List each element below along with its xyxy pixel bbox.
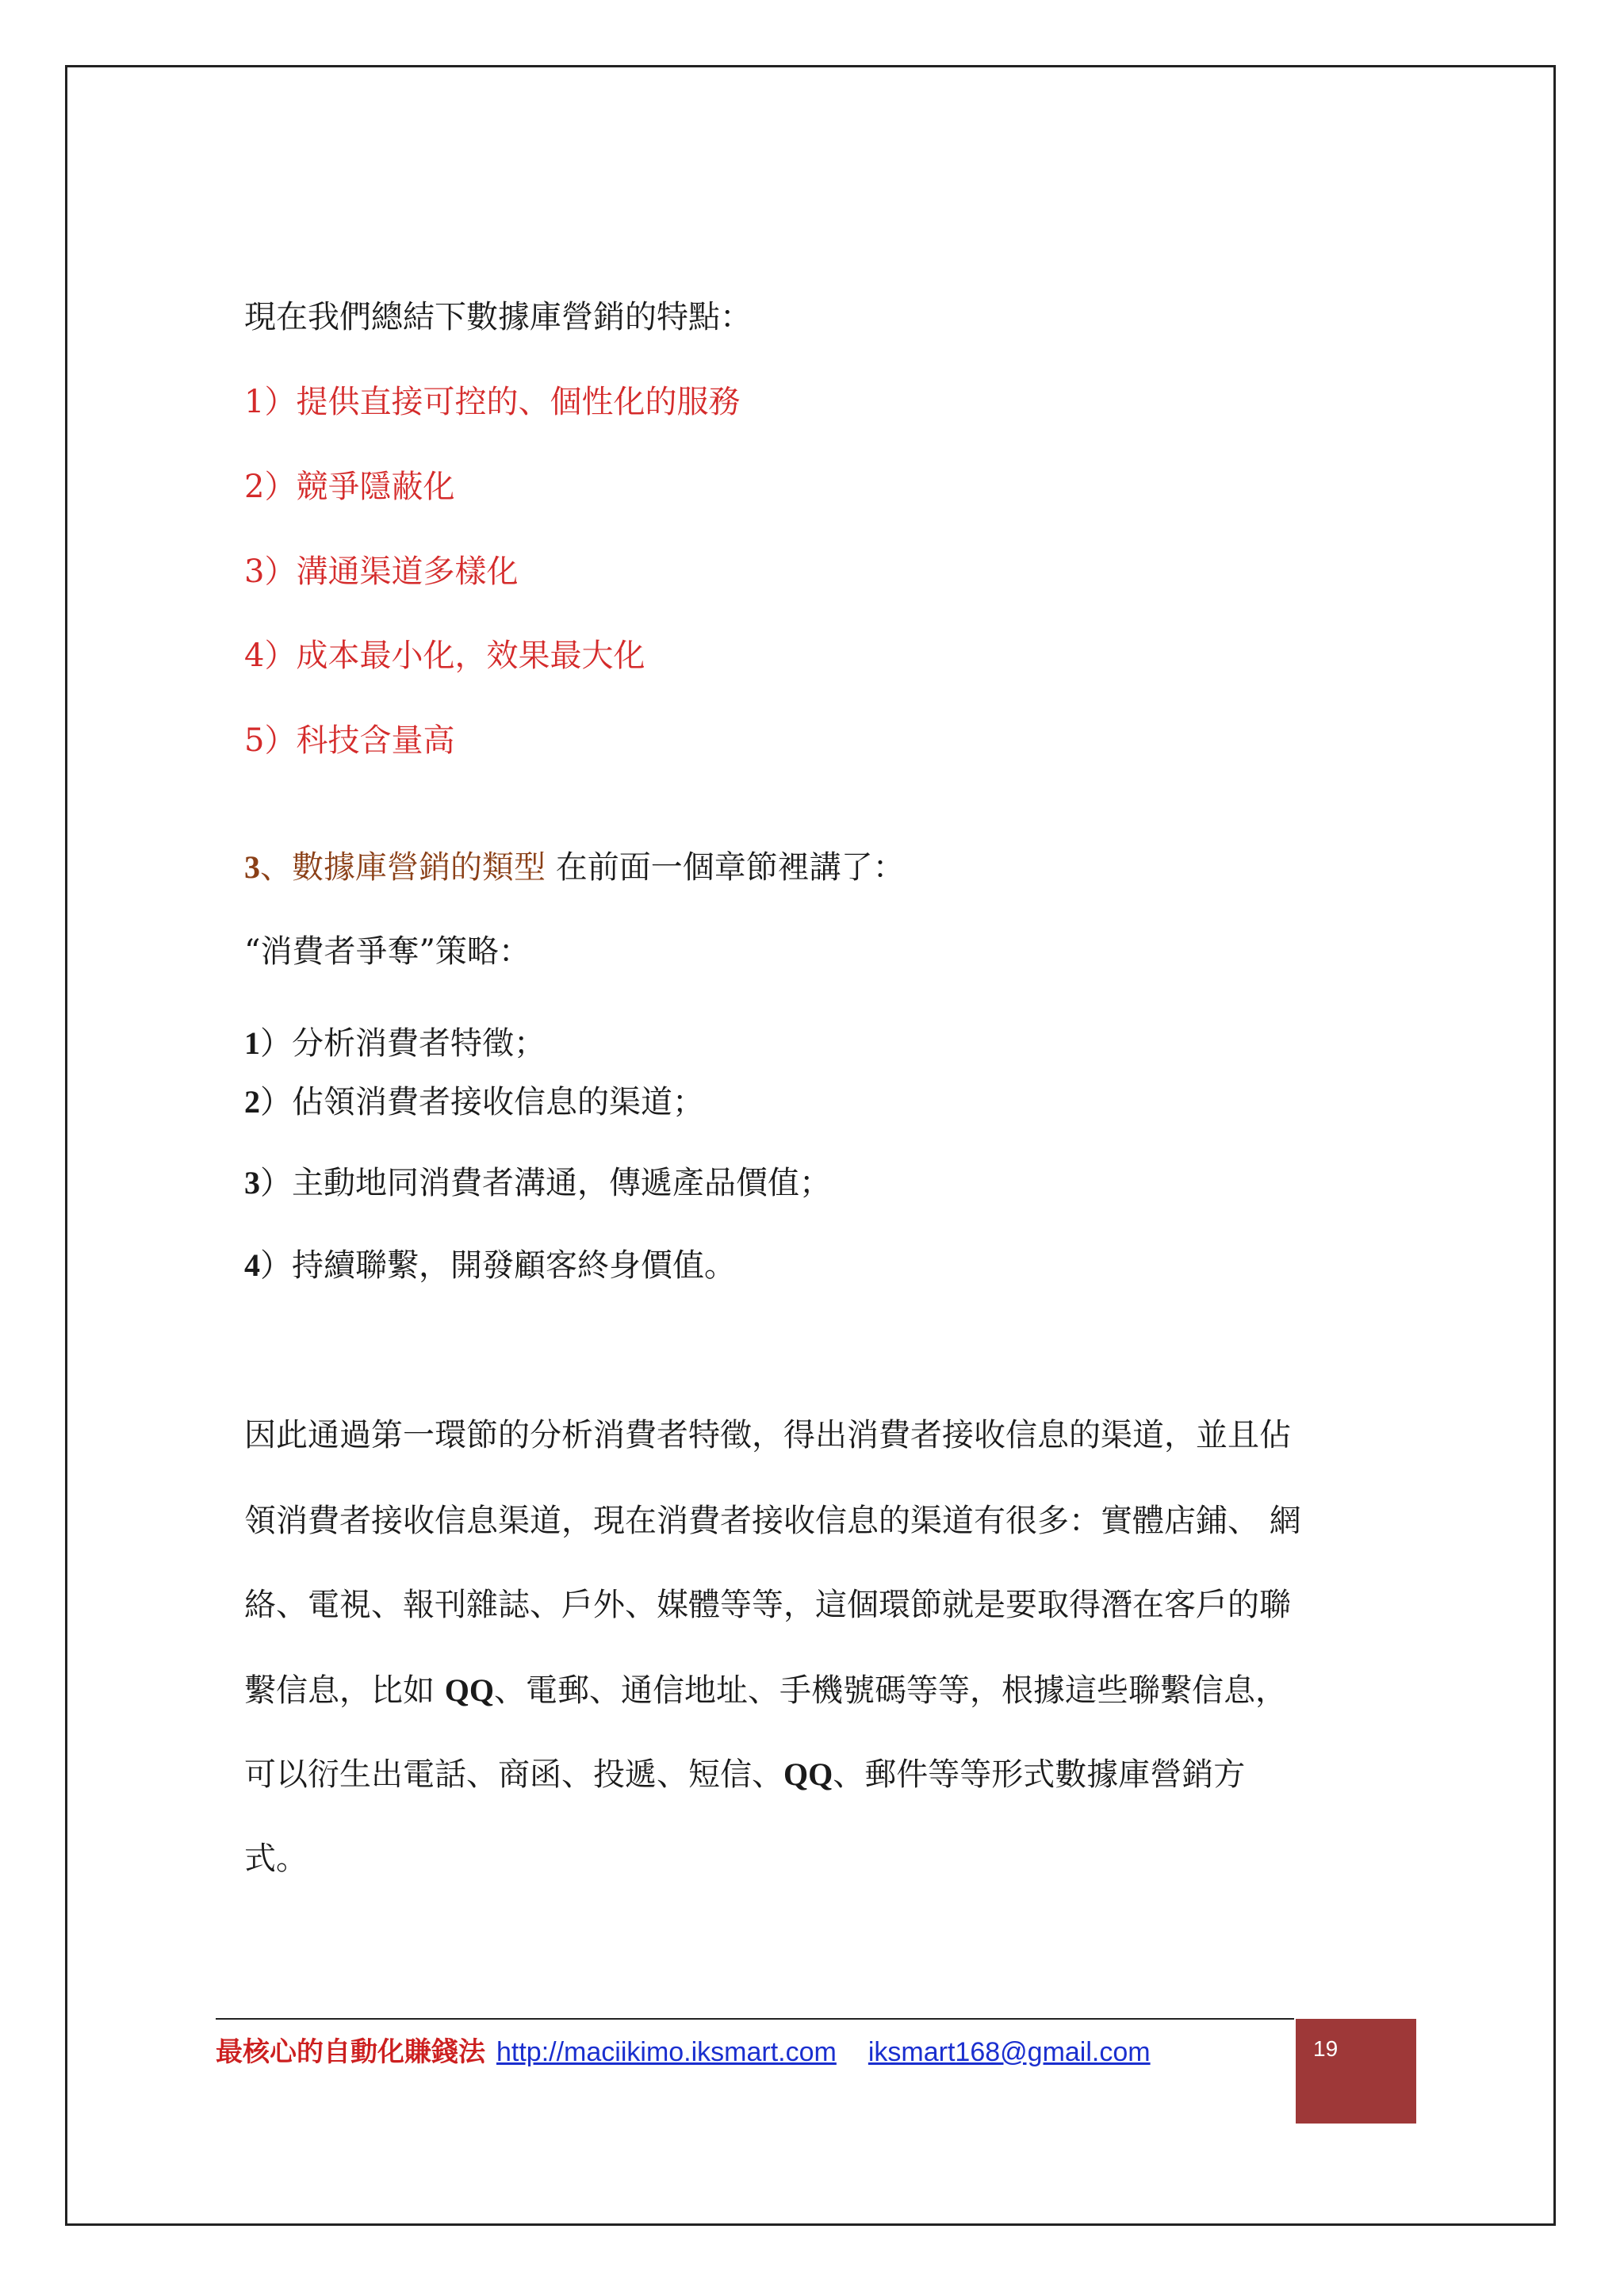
email-link[interactable]: iksmart168@gmail.com <box>868 2037 1151 2067</box>
feature-item-5: 5）科技含量高 <box>244 722 455 759</box>
footer-title: 最核心的自動化賺錢法 <box>216 2037 485 2067</box>
section-heading <box>244 848 905 887</box>
section-title: 數據庫營銷的類型 <box>292 849 546 886</box>
strategy-text: ）分析消費者特徵； <box>260 1025 546 1062</box>
strategy-title: “消費者爭奪”策略： <box>244 933 530 970</box>
strategy-number: 2 <box>244 1084 260 1120</box>
footer <box>216 2035 1151 2070</box>
section-number: 3 <box>244 849 260 885</box>
footer-divider <box>216 2018 1294 2020</box>
strategy-item-4 <box>244 1247 736 1285</box>
qq-label: QQ <box>783 1756 833 1792</box>
strategy-number: 4 <box>244 1247 260 1283</box>
paragraph-line-1: 因此通過第一環節的分析消費者特徵，得出消費者接收信息的渠道，並且佔 <box>244 1417 1291 1453</box>
feature-item-2: 2）競爭隱蔽化 <box>244 469 455 505</box>
feature-item-3: 3）溝通渠道多樣化 <box>244 553 519 590</box>
paragraph-line-3: 絡、電視、報刊雜誌、戶外、媒體等等，這個環節就是要取得潛在客戶的聯 <box>244 1587 1291 1623</box>
paragraph-text: 可以衍生出電話、商函、投遞、短信、 <box>244 1756 783 1793</box>
page-number-badge <box>1296 2019 1416 2124</box>
paragraph-text: 、郵件等等形式數據庫營銷方 <box>833 1756 1246 1793</box>
strategy-text: ）持續聯繫，開發顧客終身價值。 <box>260 1247 736 1284</box>
strategy-item-1 <box>244 1024 546 1063</box>
strategy-item-3 <box>244 1164 831 1202</box>
website-link[interactable]: http://maciikimo.iksmart.com <box>496 2037 837 2067</box>
paragraph-line-4 <box>244 1672 1287 1710</box>
paragraph-text: 繫信息，比如 <box>244 1672 445 1709</box>
strategy-number: 3 <box>244 1165 260 1201</box>
paragraph-line-6: 式。 <box>244 1840 308 1877</box>
paragraph-line-5 <box>244 1756 1245 1794</box>
paragraph-line-2: 領消費者接收信息渠道，現在消費者接收信息的渠道有很多：實體店鋪、 網 <box>244 1503 1301 1539</box>
strategy-text: ）主動地同消費者溝通，傳遞產品價值； <box>260 1165 831 1201</box>
paragraph-text: 、電郵、通信地址、手機號碼等等，根據這些聯繫信息， <box>493 1672 1287 1709</box>
intro-text: 現在我們總結下數據庫營銷的特點： <box>244 299 752 335</box>
qq-label: QQ <box>444 1672 494 1708</box>
page-number: 19 <box>1313 2036 1339 2061</box>
section-rest: 在前面一個章節裡講了： <box>546 849 905 886</box>
feature-item-1: 1）提供直接可控的、個性化的服務 <box>244 384 741 420</box>
strategy-text: ）佔領消費者接收信息的渠道； <box>260 1084 704 1120</box>
feature-item-4: 4）成本最小化，效果最大化 <box>244 638 645 674</box>
strategy-item-2 <box>244 1083 704 1121</box>
section-separator: 、 <box>260 849 292 886</box>
strategy-number: 1 <box>244 1025 260 1061</box>
